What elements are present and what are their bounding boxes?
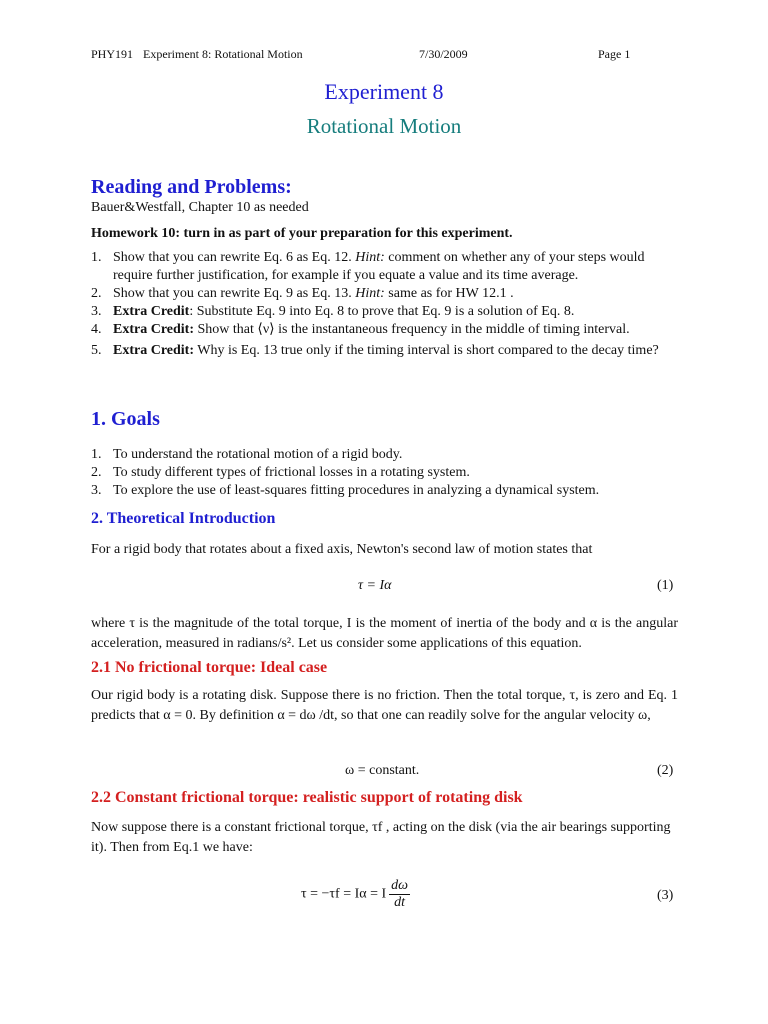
equation-2-number: (2) bbox=[657, 763, 674, 778]
document-title: Experiment 8 bbox=[324, 79, 444, 104]
section-2-1-heading: 2.1 No frictional torque: Ideal case bbox=[91, 659, 328, 676]
goal-item bbox=[91, 464, 681, 482]
reading-reference: Bauer&Westfall, Chapter 10 as needed bbox=[91, 200, 309, 215]
problem-item bbox=[91, 321, 681, 341]
homework-line: Homework 10: turn in as part of your preparation for this experiment. bbox=[91, 226, 513, 241]
equation-3-number: (3) bbox=[657, 888, 674, 903]
problem-item bbox=[91, 285, 681, 303]
theory-where-paragraph: where τ is the magnitude of the total torque, I is the moment of inertia of the body and α is the angular acceleration, measured in radians/s². Let us consider some applications of this equation. bbox=[91, 616, 678, 651]
problem-text: Extra Credit: Show that ⟨ν⟩ is the instantaneous frequency in the middle of timing interval. bbox=[113, 322, 630, 337]
theory-heading: 2. Theoretical Introduction bbox=[91, 510, 276, 527]
problem-number: 3. bbox=[91, 304, 102, 319]
equation-3 bbox=[301, 878, 410, 911]
goal-number: 1. bbox=[91, 447, 102, 462]
section-2-2-paragraph: Now suppose there is a constant frictional torque, τf , acting on the disk (via the air bearings supporting it). Then from Eq.1 we have: bbox=[91, 820, 671, 855]
section-2-2-heading: 2.2 Constant frictional torque: realistic support of rotating disk bbox=[91, 789, 523, 806]
header-date: 7/30/2009 bbox=[419, 47, 468, 61]
goal-text: To understand the rotational motion of a rigid body. bbox=[113, 447, 403, 462]
problem-item bbox=[91, 249, 681, 285]
problem-text: Extra Credit: Why is Eq. 13 true only if the timing interval is short compared to the decay time? bbox=[113, 343, 659, 358]
document-subtitle: Rotational Motion bbox=[306, 114, 462, 138]
problem-text: Extra Credit: Substitute Eq. 9 into Eq. 8 to prove that Eq. 9 is a solution of Eq. 8. bbox=[113, 304, 575, 319]
section-2-1-paragraph: Our rigid body is a rotating disk. Suppose there is no friction. Then the total torque, τ, is zero and Eq. 1 predicts that α = 0. By definition α = dω /dt, so that one can readily solve for the angular velocity ω, bbox=[91, 688, 678, 723]
problem-text: Show that you can rewrite Eq. 9 as Eq. 13. Hint: same as for HW 12.1 . bbox=[113, 286, 514, 301]
equation-1: τ = Iα bbox=[358, 578, 392, 593]
problem-number: 5. bbox=[91, 343, 102, 358]
problem-number: 2. bbox=[91, 286, 102, 301]
header-course: PHY191 bbox=[91, 47, 134, 61]
goals-heading: 1. Goals bbox=[91, 408, 160, 430]
problem-number: 4. bbox=[91, 322, 102, 337]
goal-number: 2. bbox=[91, 465, 102, 480]
goal-text: To explore the use of least-squares fitting procedures in analyzing a dynamical system. bbox=[113, 483, 600, 498]
equation-1-number: (1) bbox=[657, 578, 674, 593]
reading-heading: Reading and Problems: bbox=[91, 176, 292, 198]
header-page: Page 1 bbox=[598, 47, 631, 61]
problem-number: 1. bbox=[91, 250, 102, 265]
equation-3-fraction: $\frac{d\omega}{dt}$ bbox=[391, 878, 409, 910]
goal-number: 3. bbox=[91, 483, 102, 498]
goal-item bbox=[91, 482, 681, 500]
equation-3-lhs: τ = −τf = Iα = I bbox=[301, 886, 387, 902]
header-experiment: Experiment 8: Rotational Motion bbox=[143, 47, 303, 61]
goal-item bbox=[91, 446, 681, 464]
theory-intro: For a rigid body that rotates about a fixed axis, Newton's second law of motion states that bbox=[91, 542, 593, 557]
problem-item bbox=[91, 342, 681, 378]
problem-text: Show that you can rewrite Eq. 6 as Eq. 12. Hint: comment on whether any of your steps would require further justification, for example if you equate a value and its time average. bbox=[113, 250, 645, 283]
goal-text: To study different types of frictional losses in a rotating system. bbox=[113, 465, 470, 480]
equation-2: ω = constant. bbox=[345, 763, 420, 778]
problem-item bbox=[91, 303, 681, 321]
